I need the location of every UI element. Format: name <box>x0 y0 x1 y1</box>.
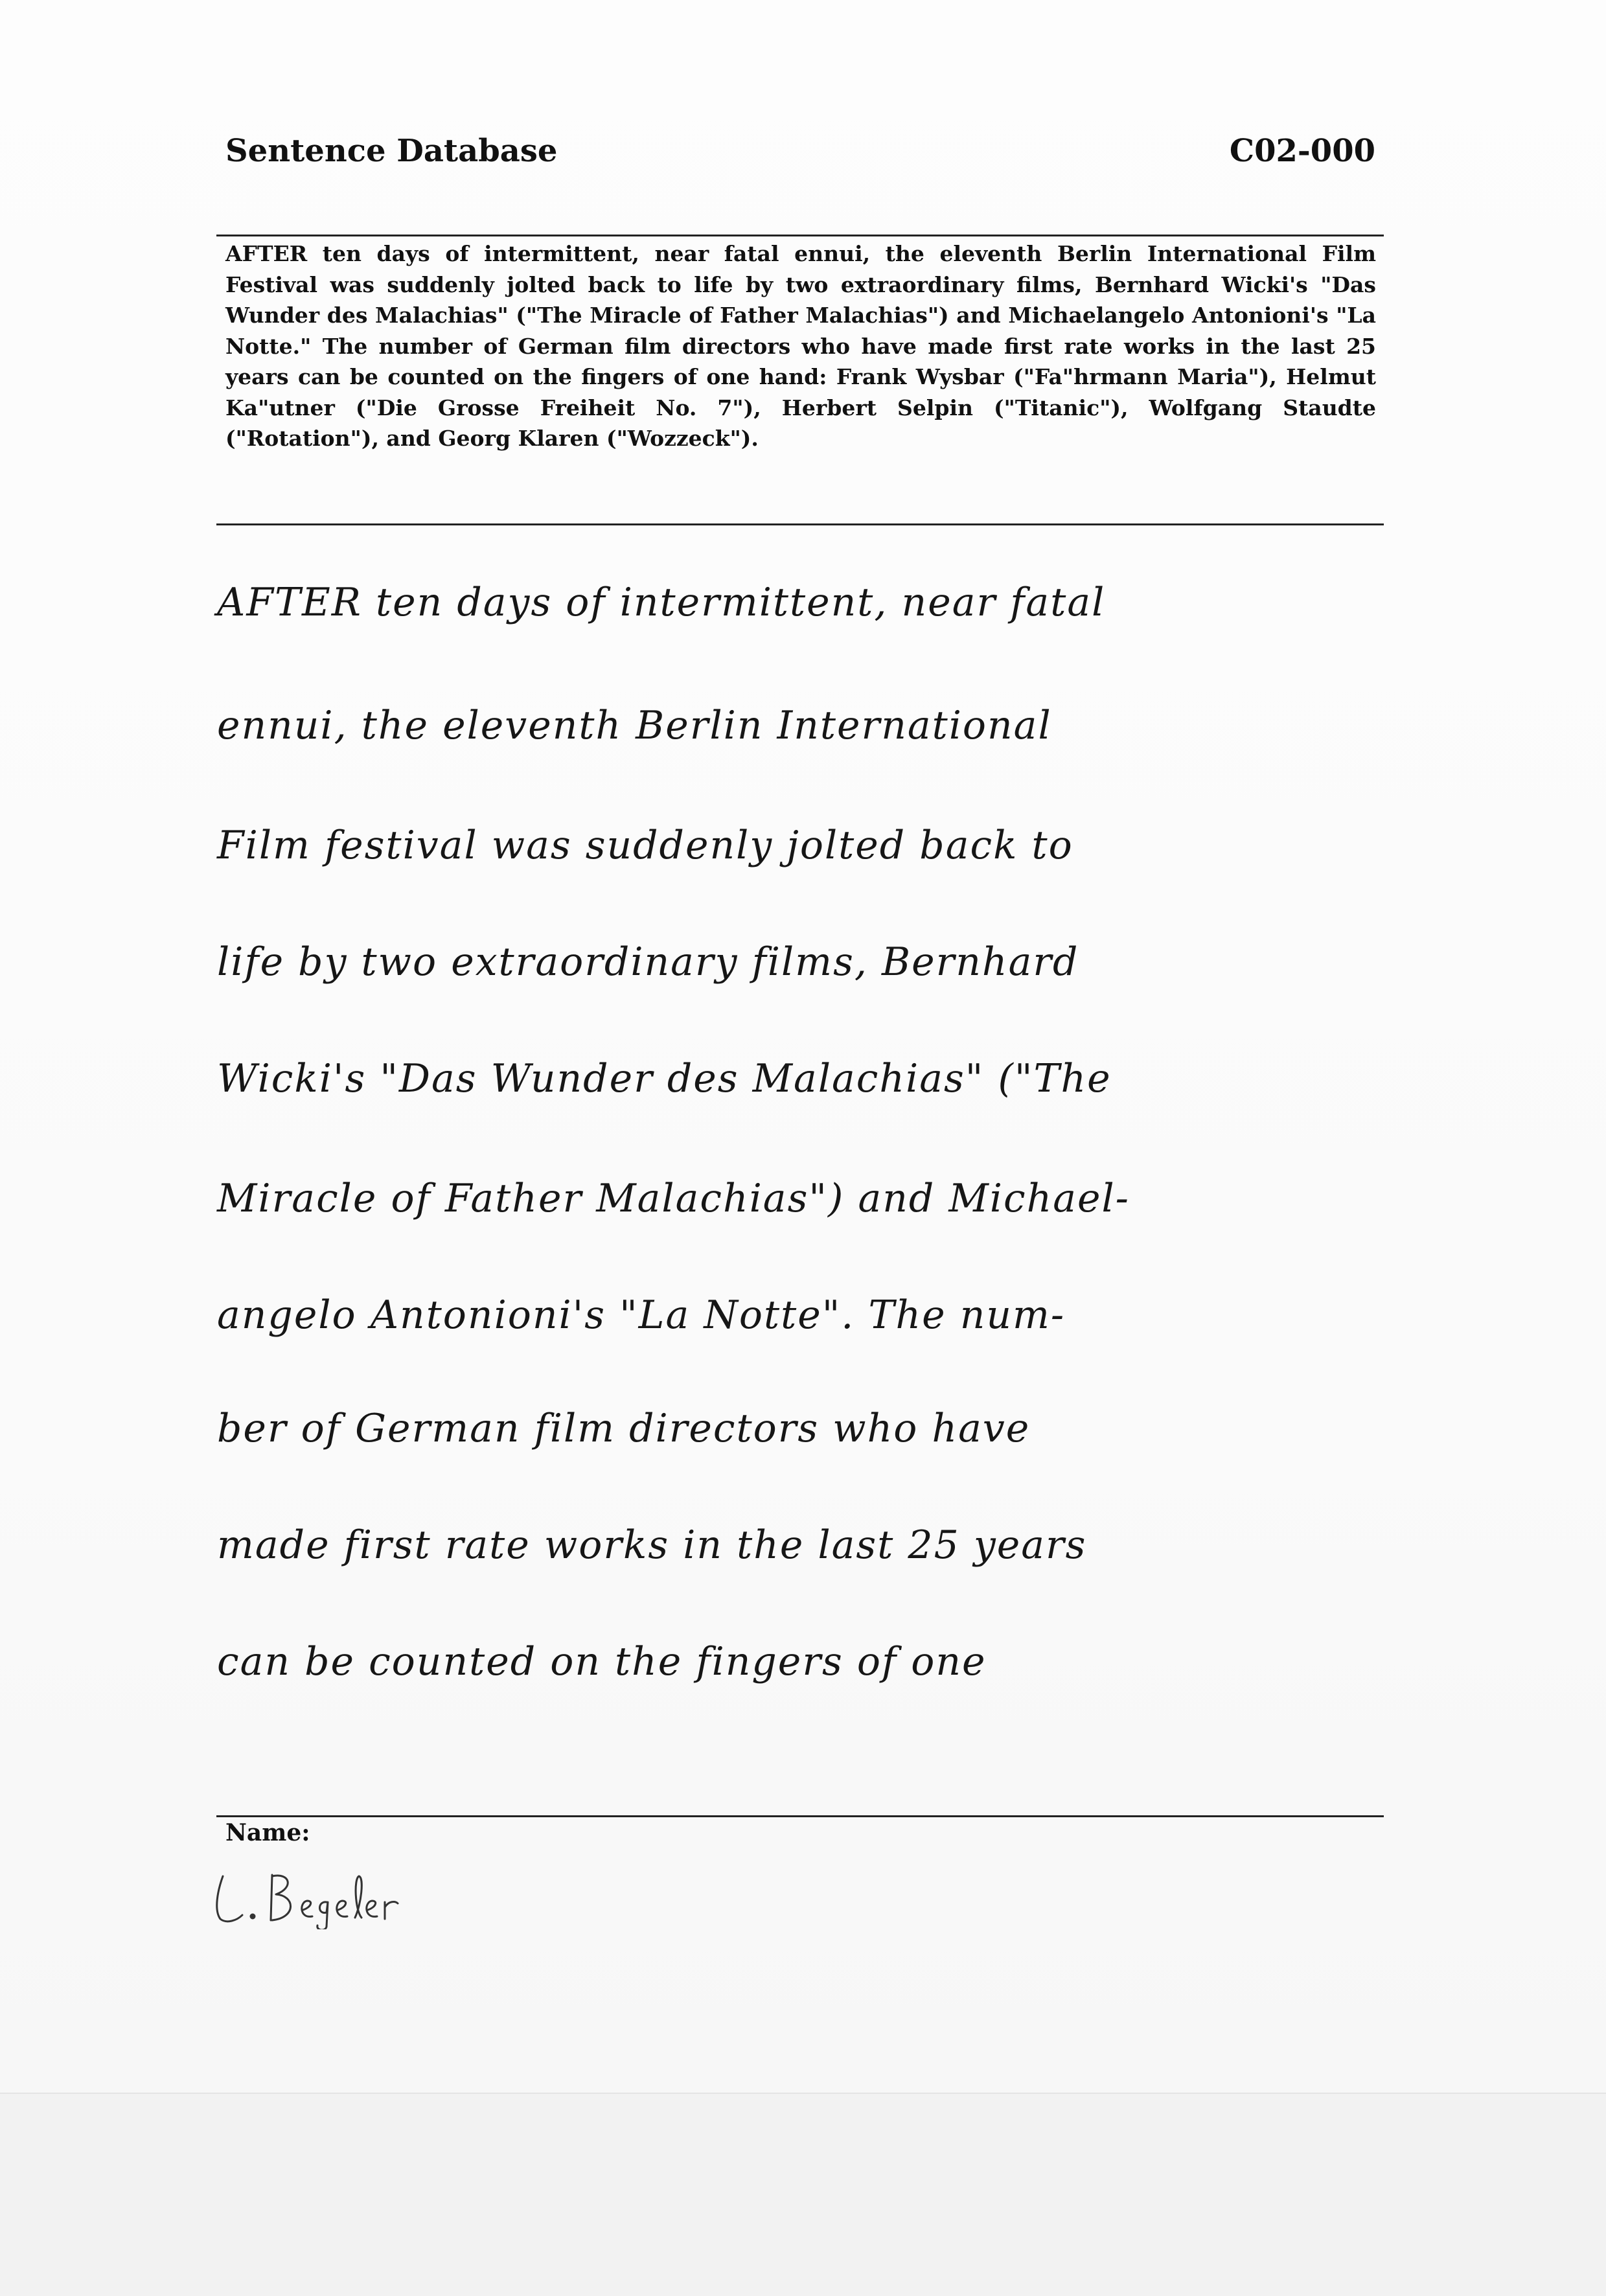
signature <box>209 1865 487 1929</box>
handwritten-line-2: ennui, the eleventh Berlin International <box>217 703 1052 748</box>
handwritten-line-3: Film festival was suddenly jolted back to <box>217 823 1073 868</box>
form-id: C02-000 <box>1229 133 1375 169</box>
scan-margin <box>0 2093 1606 2296</box>
handwritten-line-4: life by two extraordinary films, Bernhard <box>217 939 1079 985</box>
top-rule <box>216 235 1384 236</box>
name-label: Name: <box>225 1819 310 1846</box>
handwritten-line-1: AFTER ten days of intermittent, near fatal <box>217 580 1106 625</box>
handwritten-line-8: ber of German film directors who have <box>217 1406 1031 1451</box>
middle-rule <box>216 523 1384 525</box>
form-title: Sentence Database <box>225 133 558 169</box>
printed-text-block: AFTER ten days of intermittent, near fatal ennui, the eleventh Berlin International Film Festival was suddenly jolted back to life by two extraordinary films, Bernhard Wicki's "Das Wunder des Malachias" ("The Miracle of Father Malachias") and Michaelangelo Antonioni's "La Notte." The number of German film directors who have made first rate works in the last 25 years can be counted on the fingers of one hand: Frank Wysbar ("Fa"hrmann Maria"), Helmut Ka"utner ("Die Grosse Freiheit No. 7"), Herbert Selpin ("Titanic"), Wolfgang Staudte ("Rotation"), and Georg Klaren ("Wozzeck"). <box>225 241 1376 451</box>
handwritten-line-10: can be counted on the fingers of one <box>217 1639 987 1684</box>
bottom-rule <box>216 1815 1384 1817</box>
handwritten-line-9: made first rate works in the last 25 years <box>217 1522 1087 1568</box>
handwritten-line-6: Miracle of Father Malachias") and Michael- <box>217 1176 1130 1221</box>
handwritten-line-7: angelo Antonioni's "La Notte". The num- <box>217 1292 1066 1338</box>
handwritten-line-5: Wicki's "Das Wunder des Malachias" ("The <box>217 1056 1112 1101</box>
